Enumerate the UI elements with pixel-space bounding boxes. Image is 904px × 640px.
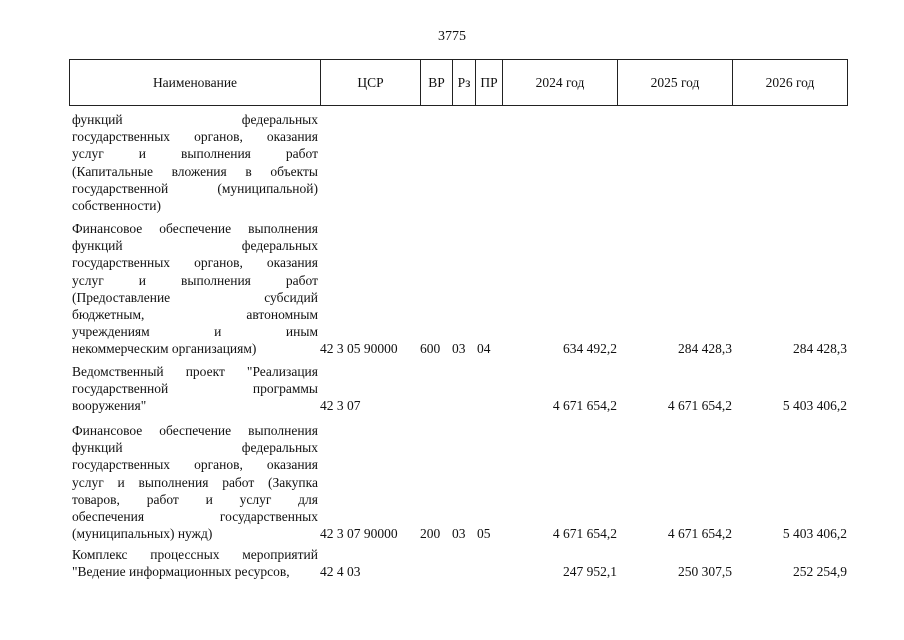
cell-y2024: 4 671 654,2 xyxy=(552,526,617,542)
row-name xyxy=(72,111,318,214)
cell-vr: 200 xyxy=(420,526,441,542)
row-name-line: обеспечения государственных xyxy=(72,509,318,525)
row-name-line: государственных органов, оказания xyxy=(72,255,318,271)
cell-y2024: 4 671 654,2 xyxy=(552,398,617,414)
row-name-line: (Предоставление субсидий xyxy=(72,289,318,305)
row-name-line: Комплекс процессных мероприятий xyxy=(72,547,318,562)
row-name-line: (Капитальные вложения в объекты xyxy=(72,163,318,179)
row-name-line: государственной программы xyxy=(72,381,318,397)
header-pr: ПР xyxy=(475,60,502,105)
row-name-line: Ведомственный проект "Реализация xyxy=(72,364,318,379)
row-name-line: функций федеральных xyxy=(72,112,318,127)
header-csr: ЦСР xyxy=(320,60,420,105)
row-name-line: "Ведение информационных ресурсов, xyxy=(72,564,290,580)
cell-y2026: 284 428,3 xyxy=(793,341,847,357)
cell-pr: 05 xyxy=(477,526,491,542)
header-2026: 2026 год xyxy=(732,60,847,105)
row-name xyxy=(72,546,318,580)
row-name-line: функций федеральных xyxy=(72,440,318,456)
row-name-line: государственной (муниципальной) xyxy=(72,180,318,196)
row-name-line: услуг и выполнения работ (Закупка xyxy=(72,474,318,490)
cell-rz: 03 xyxy=(452,341,466,357)
row-name-line: некоммерческим организациям) xyxy=(72,341,257,357)
cell-rz: 03 xyxy=(452,526,466,542)
cell-csr: 42 4 03 xyxy=(320,564,361,580)
row-name-line: Финансовое обеспечение выполнения xyxy=(72,423,318,438)
header-2024: 2024 год xyxy=(502,60,617,105)
row-name-line: вооружения" xyxy=(72,398,147,414)
row-name-line: функций федеральных xyxy=(72,238,318,254)
page-number: 3775 xyxy=(438,29,466,44)
row-name-line: товаров, работ и услуг для xyxy=(72,491,318,507)
row-name-line: собственности) xyxy=(72,198,161,214)
cell-y2024: 247 952,1 xyxy=(563,564,617,580)
cell-y2025: 284 428,3 xyxy=(678,341,732,357)
row-name-line: государственных органов, оказания xyxy=(72,457,318,473)
cell-vr: 600 xyxy=(420,341,441,357)
cell-y2025: 4 671 654,2 xyxy=(667,398,732,414)
table-header xyxy=(69,59,848,106)
cell-csr: 42 3 05 90000 xyxy=(320,341,398,357)
row-name-line: учреждениям и иным xyxy=(72,324,318,340)
cell-y2026: 5 403 406,2 xyxy=(782,526,847,542)
row-name-line: (муниципальных) нужд) xyxy=(72,526,213,542)
row-name xyxy=(72,422,318,542)
row-name-line: услуг и выполнения работ xyxy=(72,146,318,162)
header-rz: Рз xyxy=(452,60,475,105)
header-2025: 2025 год xyxy=(617,60,732,105)
header-name: Наименование xyxy=(152,75,238,90)
cell-csr: 42 3 07 90000 xyxy=(320,526,398,542)
cell-y2026: 252 254,9 xyxy=(793,564,847,580)
row-name-line: государственных органов, оказания xyxy=(72,129,318,145)
header-vr: ВР xyxy=(420,60,452,105)
row-name xyxy=(72,220,318,358)
row-name-line: бюджетным, автономным xyxy=(72,307,318,323)
cell-csr: 42 3 07 xyxy=(320,398,361,414)
row-name xyxy=(72,363,318,415)
cell-y2024: 634 492,2 xyxy=(563,341,617,357)
cell-y2026: 5 403 406,2 xyxy=(782,398,847,414)
cell-pr: 04 xyxy=(477,341,491,357)
cell-y2025: 4 671 654,2 xyxy=(667,526,732,542)
row-name-line: услуг и выполнения работ xyxy=(72,272,318,288)
row-name-line: Финансовое обеспечение выполнения xyxy=(72,221,318,236)
cell-y2025: 250 307,5 xyxy=(678,564,732,580)
